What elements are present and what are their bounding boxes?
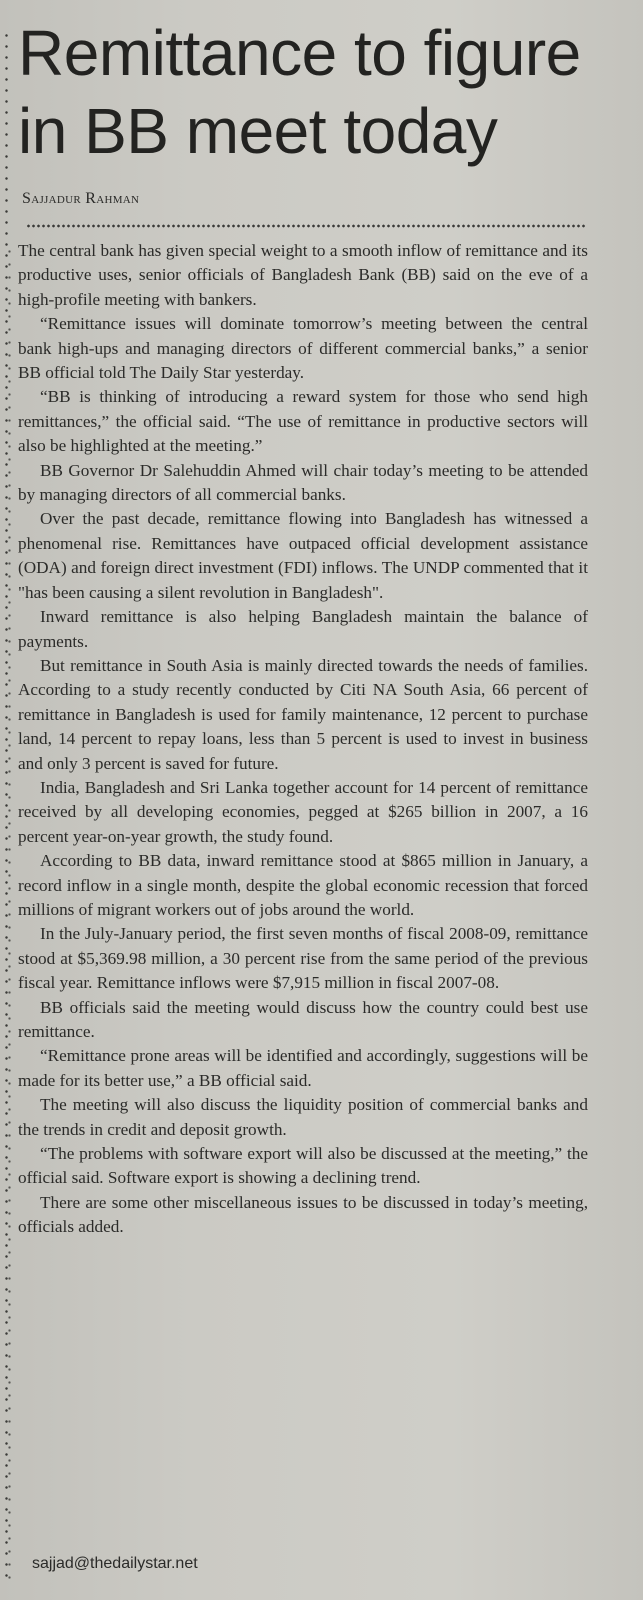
headline-line-1: Remittance to figure <box>18 17 581 89</box>
paragraph: Over the past decade, remittance flowing into Bangladesh has witnessed a phenomenal rise. Remittances have outpaced official development assistance (ODA) and foreign direct investment (FDI) inflows. The UNDP commented that it "has been causing a silent revolution in Bangladesh". <box>18 509 588 602</box>
dotted-separator <box>26 224 586 228</box>
paragraph: India, Bangladesh and Sri Lanka together account for 14 percent of remittance received by all developing economies, pegged at $265 billion in 2007, a 16 percent year-on-year growth, the study found. <box>18 777 588 846</box>
headline <box>18 14 618 170</box>
paragraph: The meeting will also discuss the liquidity position of commercial banks and the trends in credit and deposit growth. <box>18 1095 588 1139</box>
paragraph: “The problems with software export will also be discussed at the meeting,” the official said. Software export is showing a declining trend. <box>18 1144 588 1188</box>
paragraph: The central bank has given special weight to a smooth inflow of remittance and its productive uses, senior officials of Bangladesh Bank (BB) said on the eve of a high-profile meeting with bankers. <box>18 241 588 309</box>
paragraph: “BB is thinking of introducing a reward system for those who send high remittances,” the official said. “The use of remittance in productive sectors will also be highlighted at the meeting.” <box>18 387 588 456</box>
paragraph: BB officials said the meeting would discuss how the country could best use remittance. <box>18 997 588 1041</box>
column-dotted-border-inner <box>8 245 11 1585</box>
paragraph: In the July-January period, the first seven months of fiscal 2008-09, remittance stood at $5,369.98 million, a 30 percent rise from the same period of the previous fiscal year. Remittance inflows were $7,915 million in fiscal 2007-08. <box>18 924 588 993</box>
paragraph: “Remittance issues will dominate tomorrow’s meeting between the central bank high-ups and managing directors of different commercial banks,” a senior BB official told The Daily Star yesterday. <box>18 314 588 383</box>
paragraph: But remittance in South Asia is mainly directed towards the needs of families. According to a study recently conducted by Citi NA South Asia, 66 percent of remittance in Bangladesh is used for family maintenance, 12 percent to purchase land, 14 percent to repay loans, less than 5 percent is used to invest in business and only 3 percent is saved for future. <box>18 655 588 773</box>
headline-line-2: in BB meet today <box>18 95 498 167</box>
paragraph: “Remittance prone areas will be identified and accordingly, suggestions will be made for its better use,” a BB official said. <box>18 1046 588 1090</box>
byline: Sajjadur Rahman <box>22 190 140 207</box>
paragraph: Inward remittance is also helping Bangladesh maintain the balance of payments. <box>18 607 588 651</box>
paragraph: BB Governor Dr Salehuddin Ahmed will chair today’s meeting to be attended by managing directors of all commercial banks. <box>18 460 588 505</box>
author-email: sajjad@thedailystar.net <box>32 1555 198 1572</box>
paragraph: There are some other miscellaneous issues to be discussed in today’s meeting, officials added. <box>18 1192 588 1237</box>
article-body <box>18 239 588 1240</box>
paragraph: According to BB data, inward remittance stood at $865 million in January, a record inflow in a single month, despite the global economic recession that forced millions of migrant workers out of jobs around the world. <box>18 851 588 919</box>
